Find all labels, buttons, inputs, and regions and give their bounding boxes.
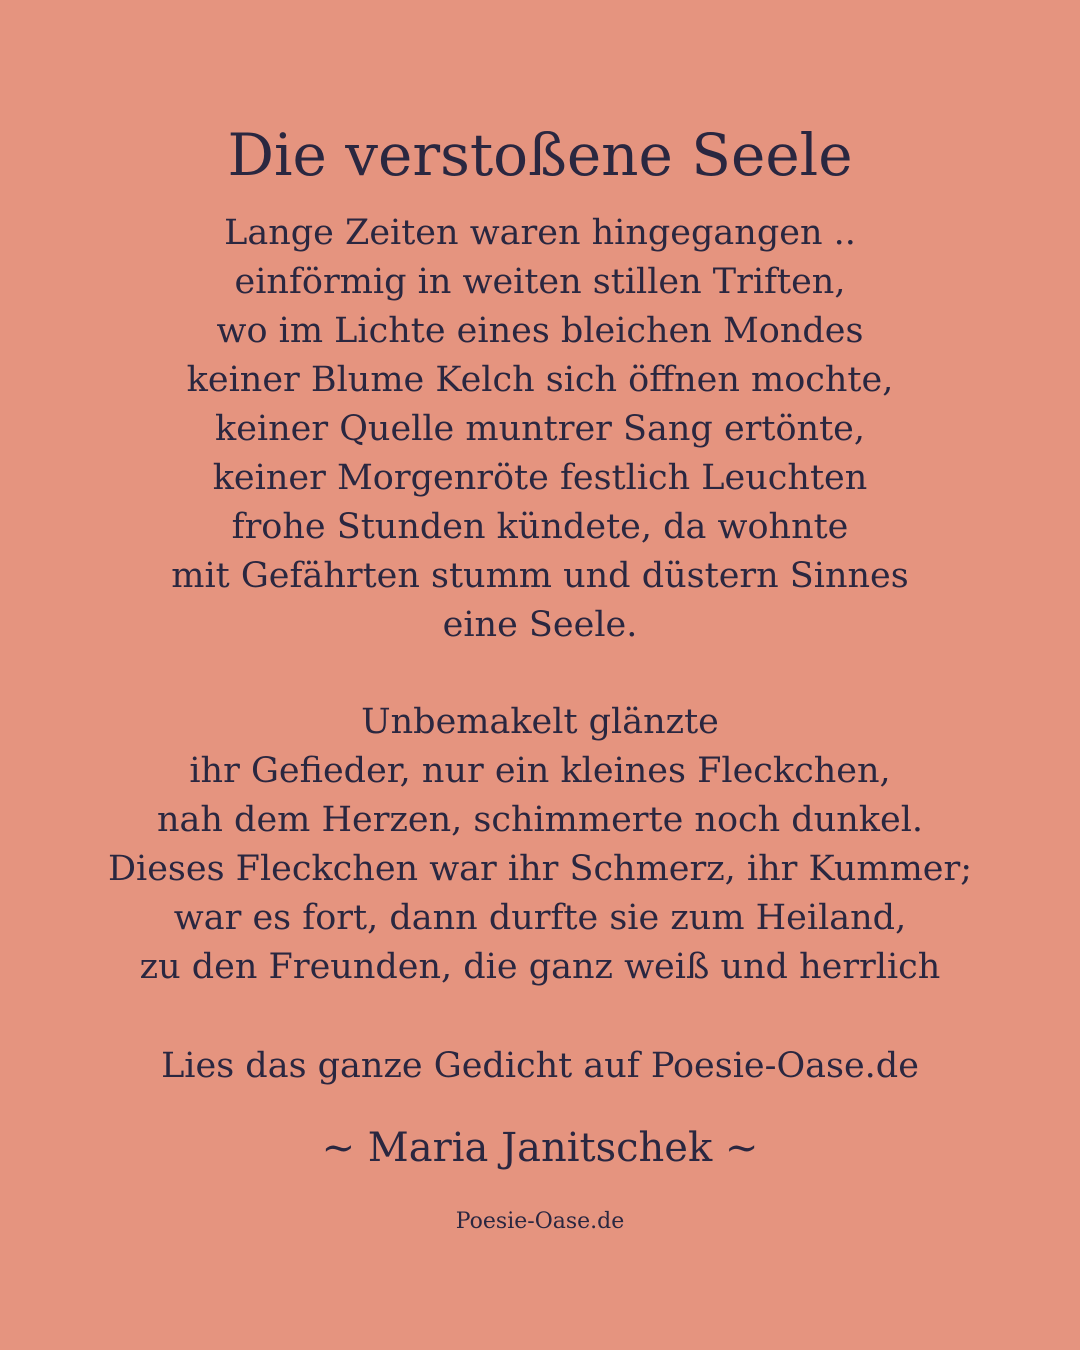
verse-line: Dieses Fleckchen war ihr Schmerz, ihr Kummer; xyxy=(107,849,973,889)
verse-line: Lange Zeiten waren hingegangen .. xyxy=(224,213,856,253)
verse-line: frohe Stunden kündete, da wohnte xyxy=(231,507,849,547)
verse-line: Unbemakelt glänzte xyxy=(361,702,719,742)
author-name: ~ Maria Janitschek ~ xyxy=(321,1125,759,1171)
verse-line: eine Seele. xyxy=(442,605,638,645)
verse-line: einförmig in weiten stillen Triften, xyxy=(234,262,846,302)
read-more-text: Lies das ganze Gedicht auf Poesie-Oase.de xyxy=(161,1046,919,1086)
verse-line: zu den Freunden, die ganz weiß und herrlich xyxy=(139,947,941,987)
verse-line: mit Gefährten stumm und düstern Sinnes xyxy=(171,556,909,596)
poem-title: Die verstoßene Seele xyxy=(227,121,853,189)
stanza-2 xyxy=(0,698,1080,992)
verse-line: ihr Gefieder, nur ein kleines Fleckchen, xyxy=(189,751,891,791)
verse-line: war es fort, dann durfte sie zum Heiland, xyxy=(173,898,907,938)
stanza-1 xyxy=(0,209,1080,650)
verse-line: keiner Morgenröte festlich Leuchten xyxy=(212,458,868,498)
site-watermark: Poesie-Oase.de xyxy=(455,1209,625,1234)
verse-line: keiner Blume Kelch sich öffnen mochte, xyxy=(186,360,894,400)
verse-line: wo im Lichte eines bleichen Mondes xyxy=(216,311,864,351)
verse-line: keiner Quelle muntrer Sang ertönte, xyxy=(215,409,865,449)
verse-line: nah dem Herzen, schimmerte noch dunkel. xyxy=(156,800,924,840)
